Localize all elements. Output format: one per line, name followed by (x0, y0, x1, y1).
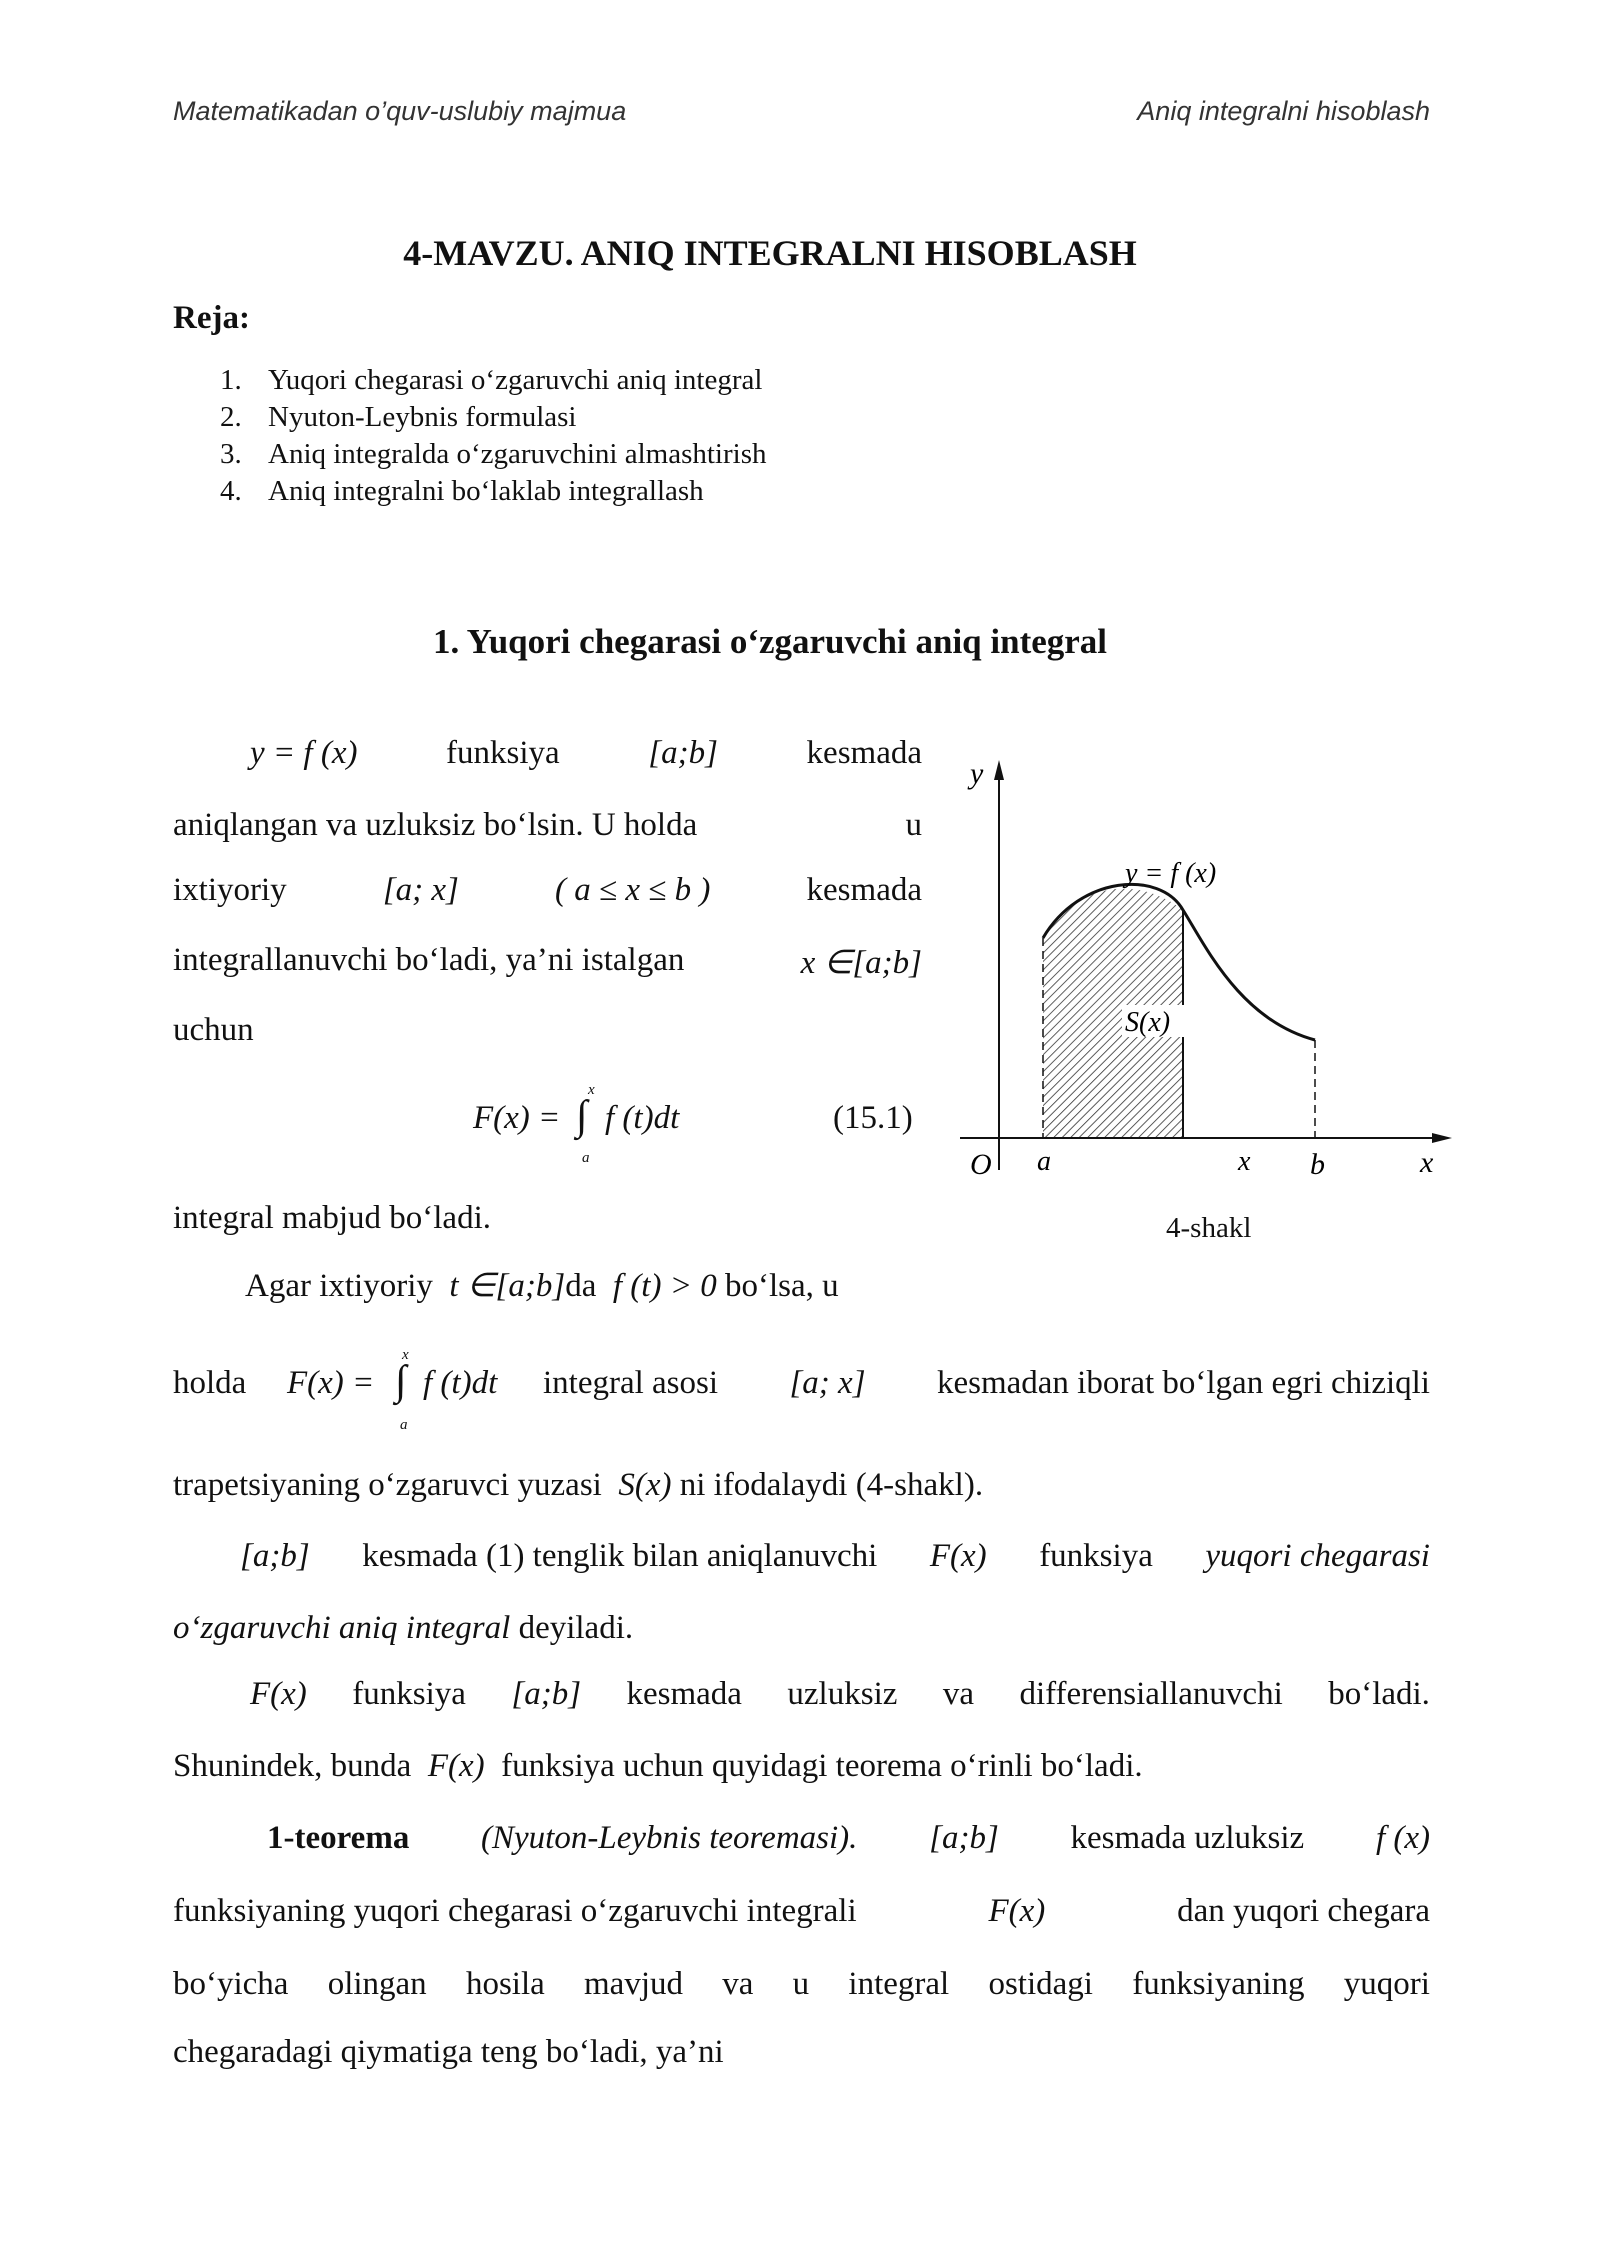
x-axis-arrow (1432, 1133, 1452, 1143)
section-title: 1. Yuqori chegarasi o‘zgaruvchi aniq integral (432, 622, 1108, 661)
origin-label: O (970, 1148, 992, 1181)
text-line: o‘zgaruvchi aniq integral deyiladi. (173, 1610, 634, 1646)
text-line: ixtiyoriy [a; x] ( a ≤ x ≤ b ) kesmada (173, 872, 922, 908)
text-line: [a;b] kesmada (1) tenglik bilan aniqlanuvchi F(x) funksiya yuqori chegarasi (240, 1538, 1430, 1574)
x-axis-label: x (1420, 1146, 1434, 1179)
formula-lhs: F(x) = (473, 1100, 561, 1136)
text-line: y = f (x) funksiya [a;b] kesmada (250, 735, 922, 771)
text-line: F(x) funksiya [a;b] kesmada uzluksiz va differensiallanuvchi bo‘ladi. (250, 1676, 1430, 1712)
text-line: integral mabjud bo‘ladi. (173, 1200, 491, 1236)
integral-lower: a (400, 1417, 408, 1433)
plan-item: 4. Aniq integralni bo‘laklab integrallash (220, 475, 704, 507)
formula-number: (15.1) (833, 1100, 913, 1136)
text-line: bo‘yicha olingan hosila mavjud va u integral ostidagi funksiyaning yuqori (173, 1966, 1430, 2002)
figure-4-graph (940, 750, 1460, 1190)
formula-lhs: F(x) = (287, 1365, 375, 1401)
y-axis-label: y (970, 757, 984, 790)
formula-rhs: f (t)dt (605, 1100, 680, 1136)
text-line: chegaradagi qiymatiga teng bo‘ladi, ya’ni (173, 2034, 724, 2070)
area-label: S(x) (1125, 1007, 1171, 1038)
b-label: b (1310, 1148, 1325, 1181)
integral-sign: ∫ (395, 1358, 407, 1404)
integral-upper: x (588, 1082, 595, 1098)
a-label: a (1037, 1146, 1051, 1177)
text-line-word: holda (173, 1365, 247, 1401)
plan-item: 1. Yuqori chegarasi o‘zgaruvchi aniq integral (220, 364, 763, 396)
x-tick-label: x (1238, 1146, 1251, 1177)
integral-upper: x (402, 1347, 409, 1363)
integral-lower: a (582, 1150, 590, 1166)
y-axis-arrow (994, 760, 1004, 780)
text-line: Shunindek, bunda F(x) funksiya uchun quyidagi teorema o‘rinli bo‘ladi. (173, 1748, 1143, 1784)
text-line: uchun (173, 1012, 254, 1048)
text-line: funksiyaning yuqori chegarasi o‘zgaruvchi integrali F(x) dan yuqori chegara (173, 1893, 1430, 1929)
text-line: trapetsiyaning o‘zgaruvci yuzasi S(x) ni ifodalaydi (4-shakl). (173, 1467, 984, 1503)
text-line: aniqlangan va uzluksiz bo‘lsin. U holda u (173, 807, 922, 843)
text-line: integral asosi [a; x] kesmadan iborat bo‘lgan egri chiziqli (543, 1365, 1430, 1401)
plan-heading: Reja: (173, 300, 250, 336)
plan-item: 3. Aniq integralda o‘zgaruvchini almashtirish (220, 438, 767, 470)
text-line: Agar ixtiyoriy t ∈[a;b]da f (t) > 0 bo‘lsa, u (245, 1268, 839, 1304)
plan-item: 2. Nyuton-Leybnis formulasi (220, 401, 577, 433)
curve-label: y = f (x) (1125, 858, 1217, 889)
integral-sign: ∫ (576, 1093, 588, 1139)
text-line: 1-teorema (Nyuton-Leybnis teoremasi). [a;b] kesmada uzluksiz f (x) (267, 1820, 1430, 1856)
figure-caption: 4-shakl (1166, 1212, 1252, 1244)
header-right: Aniq integralni hisoblash (1137, 96, 1430, 126)
header-left: Matematikadan o’quv-uslubiy majmua (173, 96, 627, 126)
page-title: 4-MAVZU. ANIQ INTEGRALNI HISOBLASH (403, 233, 1137, 273)
text-line: integrallanuvchi bo‘ladi, ya’ni istalgan x ∈[a;b] (173, 942, 922, 981)
formula-rhs: f (t)dt (423, 1365, 498, 1401)
